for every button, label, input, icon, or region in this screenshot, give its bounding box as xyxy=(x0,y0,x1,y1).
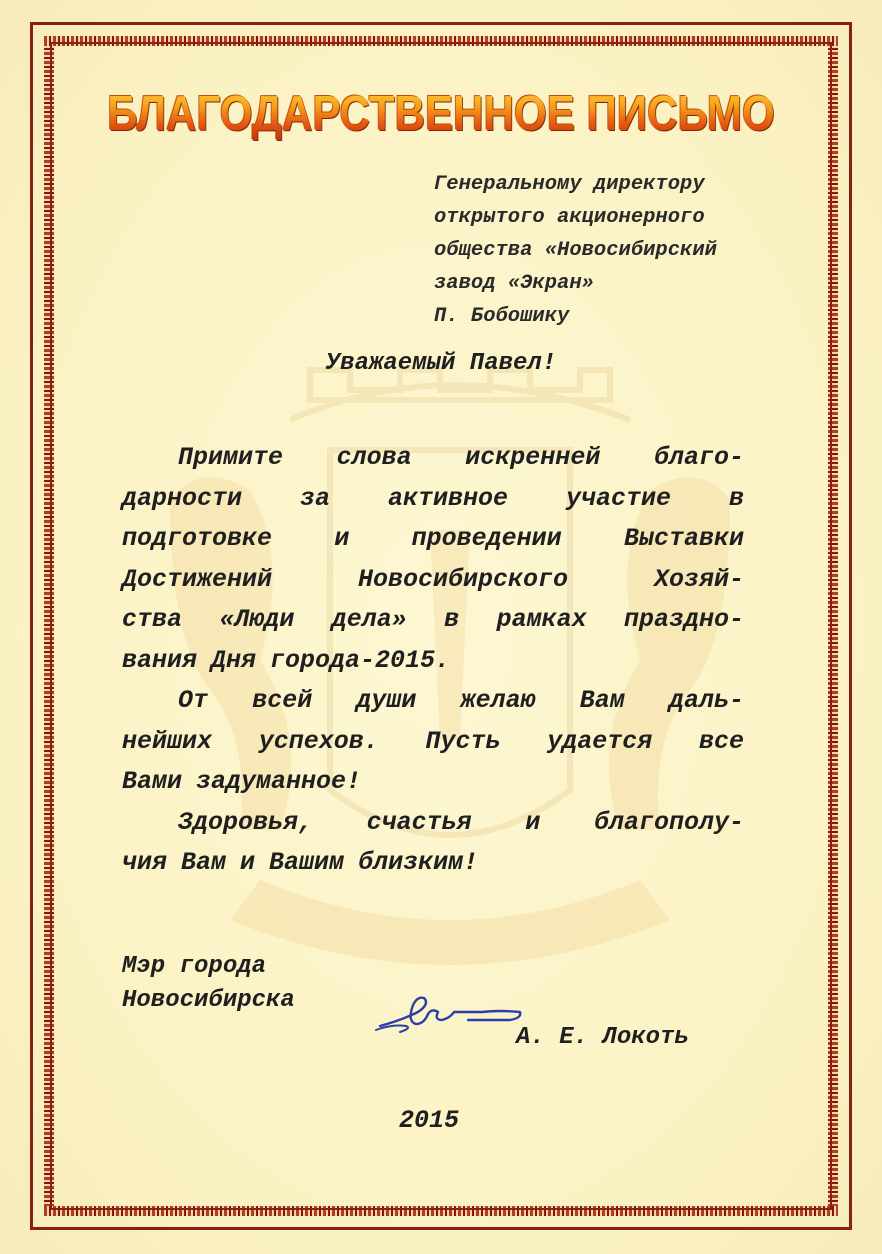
addressee-block xyxy=(434,168,717,300)
body-word: Хозяй- xyxy=(653,564,744,594)
addressee-line: Генеральному директору xyxy=(434,173,705,196)
salutation: Уважаемый Павел! xyxy=(325,350,557,377)
signer-title-line: Новосибирска xyxy=(122,987,295,1014)
body-word: даль- xyxy=(668,686,744,715)
body-word: рамках xyxy=(496,605,587,634)
body-word: подготовке xyxy=(122,524,273,553)
body-line xyxy=(122,600,744,641)
letter-title: БЛАГОДАРСТВЕННОЕ ПИСЬМО xyxy=(62,86,821,142)
body-line xyxy=(122,843,744,884)
body-word: Здоровья, xyxy=(178,807,314,837)
body-word: города-2015. xyxy=(270,645,451,675)
body-word: вания xyxy=(122,645,198,675)
body-word: Вам xyxy=(579,686,625,715)
body-line xyxy=(122,560,744,601)
body-word: все xyxy=(698,726,744,756)
body-word: Вами xyxy=(122,767,183,796)
body-word: Примите xyxy=(178,443,284,472)
addressee-line: открытого акционерного xyxy=(434,206,705,229)
body-word: Вам xyxy=(181,848,227,877)
body-word: Пусть xyxy=(425,726,501,756)
body-word: чия xyxy=(122,848,168,877)
body-word: за xyxy=(300,483,331,513)
body-word: близким! xyxy=(358,848,479,877)
body-line xyxy=(122,438,744,479)
body-word: благополу- xyxy=(593,807,744,837)
body-word: праздно- xyxy=(623,605,744,634)
body-word: и xyxy=(334,524,350,553)
body-word: дарности xyxy=(122,483,243,513)
body-word: активное xyxy=(387,483,509,513)
body-word: слова xyxy=(336,443,412,472)
body-word: «Люди xyxy=(219,605,295,634)
body-word: Вашим xyxy=(269,848,345,877)
body-word: всей xyxy=(252,686,313,715)
addressee-line: общества «Новосибирский xyxy=(434,239,717,262)
addressee-line: завод «Экран» xyxy=(434,272,594,295)
recipient-name: П. Бобошику xyxy=(434,305,570,328)
body-word: удается xyxy=(547,726,653,756)
body-word: Дня xyxy=(211,645,257,675)
body-word: в xyxy=(444,605,460,634)
body-line xyxy=(122,803,744,844)
body-word: счастья xyxy=(366,807,472,837)
body-word: проведении xyxy=(411,524,562,553)
signer-title xyxy=(122,950,295,1018)
body-line xyxy=(122,681,744,722)
body-word: дела» xyxy=(331,605,407,634)
body-word: и xyxy=(525,807,541,837)
body-word: Достижений xyxy=(122,564,273,594)
body-word: задуманное! xyxy=(196,767,362,796)
body-word: желаю xyxy=(460,686,536,715)
body-line xyxy=(122,519,744,560)
body-word: ства xyxy=(122,605,183,634)
body-word: в xyxy=(728,483,744,513)
body-word: участие xyxy=(565,483,672,513)
body-word: нейших xyxy=(122,726,213,756)
body-line xyxy=(122,722,744,763)
body-word: Новосибирского xyxy=(357,564,569,594)
signer-name: А. Е. Локоть xyxy=(516,1024,689,1051)
body-word: искренней xyxy=(465,443,601,472)
body-word: успехов. xyxy=(258,726,379,756)
body-line xyxy=(122,641,744,682)
letter-year: 2015 xyxy=(398,1106,459,1135)
body-line xyxy=(122,479,744,520)
signer-title-line: Мэр города xyxy=(122,953,267,980)
body-word: Выставки xyxy=(623,524,744,553)
letter-body xyxy=(122,438,744,884)
body-word: благо- xyxy=(653,443,744,472)
body-word: и xyxy=(240,848,256,877)
body-word: души xyxy=(356,686,417,715)
body-line xyxy=(122,762,744,803)
body-word: От xyxy=(178,686,209,715)
